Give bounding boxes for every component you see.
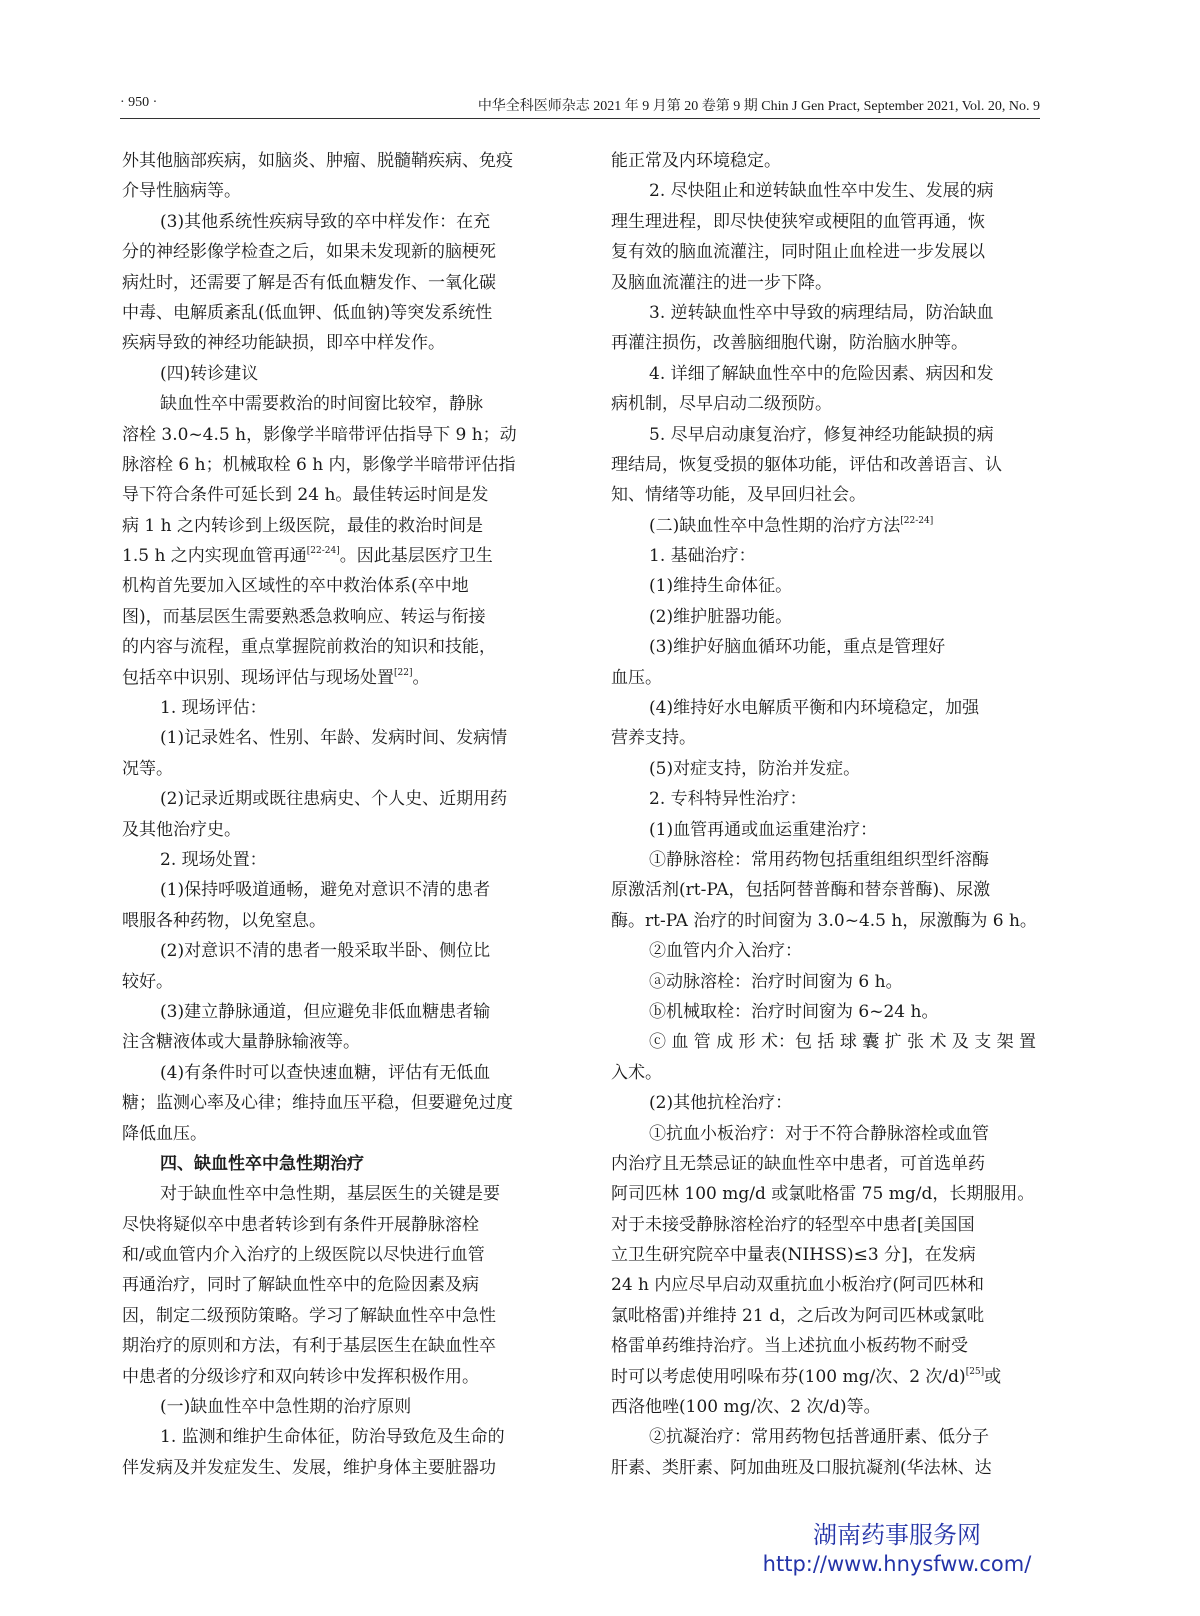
running-header (120, 90, 1040, 119)
citation-ref: [25] (965, 1366, 985, 1377)
section-heading (611, 511, 1043, 541)
text-segment: 或 (984, 1366, 1002, 1387)
text-line: 溶栓 3.0~4.5 h，影像学半暗带评估指导下 9 h；动 (122, 424, 517, 445)
text-line: 格雷单药维持治疗。当上述抗血小板药物不耐受 (611, 1336, 968, 1357)
text-line: 况等。 (122, 758, 173, 779)
citation-ref: [22-24] (306, 546, 340, 557)
text-line: 氯吡格雷)并维持 21 d，之后改为阿司匹林或氯吡 (611, 1305, 984, 1326)
text-line: ⓐ动脉溶栓：治疗时间窗为 6 h。 (649, 971, 903, 992)
text-line: (2)其他抗栓治疗： (649, 1093, 793, 1114)
text-line: 24 h 内应尽早启动双重抗血小板治疗(阿司匹林和 (611, 1275, 985, 1296)
text-line: 注含糖液体或大量静脉输液等。 (122, 1032, 360, 1053)
text-segment: 时可以考虑使用吲哚布芬(100 mg/次、2 次/d) (611, 1366, 966, 1387)
text-line: 入术。 (611, 1062, 662, 1083)
text-line (611, 1362, 1043, 1392)
text-line: 立卫生研究院卒中量表(NIHSS)≤3 分]，在发病 (611, 1245, 976, 1266)
text-line: (1)维持生命体征。 (649, 576, 793, 597)
text-line: 5. 尽早启动康复治疗，修复神经功能缺损的病 (649, 424, 994, 445)
text-line: 脉溶栓 6 h；机械取栓 6 h 内，影像学半暗带评估指 (122, 454, 516, 475)
text-line: (2)维护脏器功能。 (649, 606, 793, 627)
text-line: (1)血管再通或血运重建治疗： (649, 819, 878, 840)
text-line: 糖；监测心率及心律；维持血压平稳，但要避免过度 (122, 1093, 513, 1114)
text-line: 内治疗且无禁忌证的缺血性卒中患者，可首选单药 (611, 1153, 985, 1174)
text-line: (5)对症支持，防治并发症。 (649, 758, 861, 779)
section-heading: 四、缺血性卒中急性期治疗 (160, 1153, 364, 1174)
text-line: (1)记录姓名、性别、年龄、发病时间、发病情 (160, 728, 508, 749)
text-line: 及其他治疗史。 (122, 819, 241, 840)
text-line: 导下符合条件可延长到 24 h。最佳转运时间是发 (122, 485, 489, 506)
text-line: 病机制，尽早启动二级预防。 (611, 394, 832, 415)
text-line: 对于缺血性卒中急性期，基层医生的关键是要 (160, 1184, 500, 1205)
text-line: 再通治疗，同时了解缺血性卒中的危险因素及病 (122, 1275, 479, 1296)
text-line: 中患者的分级诊疗和双向转诊中发挥积极作用。 (122, 1366, 479, 1387)
text-line: 原激活剂(rt-PA，包括阿替普酶和替奈普酶)、尿激 (611, 880, 991, 901)
text-line: 理结局，恢复受损的躯体功能，评估和改善语言、认 (611, 454, 1002, 475)
text-line: 病 1 h 之内转诊到上级医院，最佳的救治时间是 (122, 515, 483, 536)
text-line: 缺血性卒中需要救治的时间窗比较窄，静脉 (160, 394, 483, 415)
text-segment: 1.5 h 之内实现血管再通 (122, 546, 307, 567)
text-segment: 包括卒中识别、现场评估与现场处置 (122, 667, 394, 688)
text-line: 中毒、电解质紊乱(低血钾、低血钠)等突发系统性 (122, 302, 493, 323)
text-line: (4)有条件时可以查快速血糖，评估有无低血 (160, 1062, 491, 1083)
right-column (611, 146, 1043, 1483)
text-line: 1. 现场评估： (160, 698, 267, 719)
text-line: 1. 基础治疗： (649, 546, 756, 567)
text-line: 喂服各种药物，以免窒息。 (122, 910, 326, 931)
text-line: 理生理进程，即尽快使狭窄或梗阻的血管再通，恢 (611, 211, 985, 232)
text-line: 4. 详细了解缺血性卒中的危险因素、病因和发 (649, 363, 994, 384)
text-line (122, 663, 554, 693)
text-segment: 。因此基层医疗卫生 (339, 546, 493, 567)
text-line: (2)记录近期或既往患病史、个人史、近期用药 (160, 789, 508, 810)
text-line: 分的神经影像学检查之后，如果未发现新的脑梗死 (122, 242, 496, 263)
text-line: 血压。 (611, 667, 662, 688)
text-line: (1)保持呼吸道通畅，避免对意识不清的患者 (160, 880, 491, 901)
text-segment: (二)缺血性卒中急性期的治疗方法 (649, 515, 901, 536)
text-line: 复有效的脑血流灌注，同时阻止血栓进一步发展以 (611, 242, 985, 263)
text-line: 能正常及内环境稳定。 (611, 151, 781, 171)
text-line (122, 541, 554, 571)
text-line: 疾病导致的神经功能缺损，即卒中样发作。 (122, 333, 445, 354)
text-segment: 。 (412, 667, 430, 688)
text-line: ⓒ 血 管 成 形 术：包 括 球 囊 扩 张 术 及 支 架 置 (649, 1032, 1037, 1053)
text-line: 病灶时，还需要了解是否有低血糖发作、一氧化碳 (122, 272, 496, 293)
text-line: 西洛他唑(100 mg/次、2 次/d)等。 (611, 1397, 881, 1418)
text-line: (3)维护好脑血循环功能，重点是管理好 (649, 637, 946, 658)
text-line: ①抗血小板治疗：对于不符合静脉溶栓或血管 (649, 1123, 989, 1144)
text-line: 介导性脑病等。 (122, 181, 241, 202)
text-line: 2. 专科特异性治疗： (649, 789, 807, 810)
text-line: ②血管内介入治疗： (649, 941, 802, 962)
text-line: 及脑血流灌注的进一步下降。 (611, 272, 832, 293)
text-line: 肝素、类肝素、阿加曲班及口服抗凝剂(华法林、达 (611, 1457, 992, 1478)
page-number: · 950 · (120, 95, 158, 110)
site-watermark (752, 1520, 1042, 1578)
text-line: 较好。 (122, 971, 173, 992)
text-line: 知、情绪等功能，及早回归社会。 (611, 485, 866, 506)
text-line: 2. 现场处置： (160, 849, 267, 870)
text-line: ⓑ机械取栓：治疗时间窗为 6~24 h。 (649, 1001, 939, 1022)
text-line: 外其他脑部疾病，如脑炎、肿瘤、脱髓鞘疾病、免疫 (122, 151, 513, 171)
text-line: (3)建立静脉通道，但应避免非低血糖患者输 (160, 1001, 491, 1022)
text-line: 酶。rt-PA 治疗的时间窗为 3.0~4.5 h，尿激酶为 6 h。 (611, 910, 1037, 931)
text-line: 营养支持。 (611, 728, 696, 749)
text-line: 期治疗的原则和方法，有利于基层医生在缺血性卒 (122, 1336, 496, 1357)
text-line: ①静脉溶栓：常用药物包括重组组织型纤溶酶 (649, 849, 989, 870)
journal-citation: 中华全科医师杂志 2021 年 9 月第 20 卷第 9 期 Chin J Gen Pract, September 2021, Vol. 20, No. 9 (477, 99, 1040, 114)
section-heading: (一)缺血性卒中急性期的治疗原则 (160, 1397, 412, 1418)
text-line: 再灌注损伤，改善脑细胞代谢，防治脑水肿等。 (611, 333, 968, 354)
text-line: 降低血压。 (122, 1123, 207, 1144)
text-line: (3)其他系统性疾病导致的卒中样发作：在充 (160, 211, 491, 232)
section-heading: (四)转诊建议 (160, 363, 259, 384)
text-line: 伴发病及并发症发生、发展，维护身体主要脏器功 (122, 1457, 496, 1478)
text-line: 尽快将疑似卒中患者转诊到有条件开展静脉溶栓 (122, 1214, 479, 1235)
text-line: 因，制定二级预防策略。学习了解缺血性卒中急性 (122, 1305, 496, 1326)
text-line: 3. 逆转缺血性卒中导致的病理结局，防治缺血 (649, 302, 994, 323)
text-line: 2. 尽快阻止和逆转缺血性卒中发生、发展的病 (649, 181, 994, 202)
text-line: (4)维持好水电解质平衡和内环境稳定，加强 (649, 698, 980, 719)
left-column (122, 146, 554, 1483)
text-line: (2)对意识不清的患者一般采取半卧、侧位比 (160, 941, 491, 962)
text-line: 1. 监测和维护生命体征，防治导致危及生命的 (160, 1427, 505, 1448)
citation-ref: [22] (394, 667, 413, 678)
text-line: ②抗凝治疗：常用药物包括普通肝素、低分子 (649, 1427, 989, 1448)
text-line: 机构首先要加入区域性的卒中救治体系(卒中地 (122, 576, 469, 597)
citation-ref: [22-24] (900, 515, 934, 526)
text-line: 阿司匹林 100 mg/d 或氯吡格雷 75 mg/d，长期服用。 (611, 1184, 1035, 1205)
text-line: 和/或血管内介入治疗的上级医院以尽快进行血管 (122, 1245, 485, 1266)
text-line: 图)，而基层医生需要熟悉急救响应、转运与衔接 (122, 606, 486, 627)
text-line: 的内容与流程，重点掌握院前救治的知识和技能， (122, 637, 496, 658)
watermark-url[interactable]: http://www.hnysfww.com/ (762, 1552, 1032, 1576)
text-line: 对于未接受静脉溶栓治疗的轻型卒中患者[美国国 (611, 1214, 975, 1235)
watermark-site-name: 湖南药事服务网 (813, 1521, 981, 1549)
